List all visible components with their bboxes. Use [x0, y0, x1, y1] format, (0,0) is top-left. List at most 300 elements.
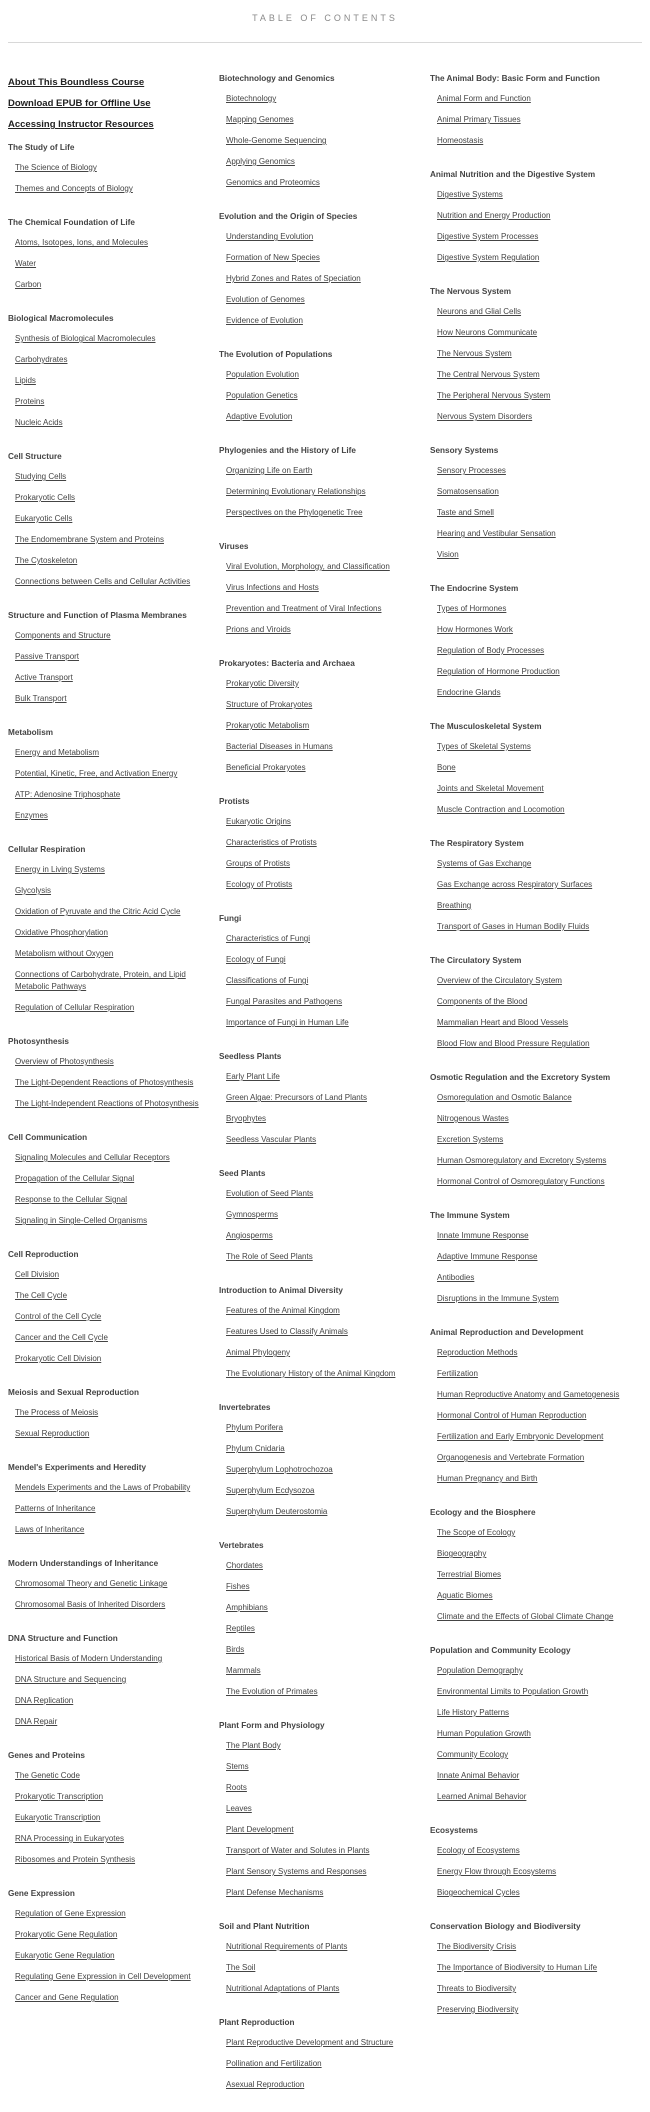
section-link[interactable]: Stems [226, 1762, 249, 1771]
section-link[interactable]: DNA Repair [15, 1717, 58, 1726]
section-link[interactable]: Prokaryotic Metabolism [226, 721, 310, 730]
section-link[interactable]: Components of the Blood [437, 997, 528, 1006]
section-link[interactable]: Biogeochemical Cycles [437, 1888, 520, 1897]
section-link[interactable]: How Neurons Communicate [437, 328, 538, 337]
section-link[interactable]: Endocrine Glands [437, 688, 501, 697]
chapter-block [8, 1887, 220, 2013]
section-link[interactable]: Overview of Photosynthesis [15, 1057, 114, 1066]
section-link[interactable]: Phylum Cnidaria [226, 1444, 285, 1453]
section-link[interactable]: Evolution of Seed Plants [226, 1189, 314, 1198]
section-link[interactable]: Features Used to Classify Animals [226, 1327, 348, 1336]
section-link[interactable]: Virus Infections and Hosts [226, 583, 319, 592]
section-link[interactable]: Population Genetics [226, 391, 298, 400]
section-link[interactable]: Aquatic Biomes [437, 1591, 493, 1600]
section-link[interactable]: Phylum Porifera [226, 1423, 283, 1432]
section-link[interactable]: Hormonal Control of Osmoregulatory Functions [437, 1177, 605, 1186]
chapter-title: Vertebrates [219, 1541, 264, 1550]
section-link[interactable]: Eukaryotic Cells [15, 514, 73, 523]
section-link[interactable]: Energy and Metabolism [15, 748, 100, 757]
section-link[interactable]: Overview of the Circulatory System [437, 976, 562, 985]
section-link[interactable]: Atoms, Isotopes, Ions, and Molecules [15, 238, 148, 247]
section-link[interactable]: Breathing [437, 901, 472, 910]
chapter-title: Introduction to Animal Diversity [219, 1286, 343, 1295]
chapter-block [219, 1401, 431, 1527]
section-link[interactable]: Fungal Parasites and Pathogens [226, 997, 343, 1006]
section-link[interactable]: Early Plant Life [226, 1072, 280, 1081]
section-link[interactable]: Beneficial Prokaryotes [226, 763, 306, 772]
section-link[interactable]: Features of the Animal Kingdom [226, 1306, 340, 1315]
section-link[interactable]: Angiosperms [226, 1231, 273, 1240]
section-link[interactable]: Environmental Limits to Population Growth [437, 1687, 589, 1696]
section-link[interactable]: Themes and Concepts of Biology [15, 184, 133, 193]
section-link[interactable]: Human Pregnancy and Birth [437, 1474, 538, 1483]
section-link[interactable]: Viral Evolution, Morphology, and Classification [226, 562, 390, 571]
section-link[interactable]: Carbon [15, 280, 42, 289]
section-link[interactable]: How Hormones Work [437, 625, 513, 634]
section-link[interactable]: DNA Structure and Sequencing [15, 1675, 127, 1684]
section-link[interactable]: Plant Development [226, 1825, 294, 1834]
section-link[interactable]: Innate Immune Response [437, 1231, 529, 1240]
section-link[interactable]: Population Demography [437, 1666, 523, 1675]
section-link[interactable]: Types of Skeletal Systems [437, 742, 531, 751]
chapter-block [430, 1209, 642, 1314]
section-link[interactable]: Connections between Cells and Cellular Activities [15, 577, 191, 586]
chapter-block [8, 1035, 220, 1119]
section-link[interactable]: Prokaryotic Transcription [15, 1792, 104, 1801]
section-link[interactable]: The Importance of Biodiversity to Human Life [437, 1963, 598, 1972]
chapter-block [430, 1326, 642, 1494]
section-link[interactable]: Osmoregulation and Osmotic Balance [437, 1093, 572, 1102]
section-link[interactable]: Structure of Prokaryotes [226, 700, 313, 709]
chapter-list [219, 72, 431, 2100]
section-link[interactable]: Proteins [15, 397, 45, 406]
chapter-block [219, 348, 431, 432]
section-link[interactable]: Taste and Smell [437, 508, 494, 517]
section-link[interactable]: Sexual Reproduction [15, 1429, 90, 1438]
chapter-title: Seedless Plants [219, 1052, 282, 1061]
section-link[interactable]: The Cytoskeleton [15, 556, 78, 565]
section-link[interactable]: Transport of Water and Solutes in Plants [226, 1846, 370, 1855]
section-link[interactable]: Nutrition and Energy Production [437, 211, 551, 220]
chapter-title: Prokaryotes: Bacteria and Archaea [219, 659, 355, 668]
section-link[interactable]: The Endomembrane System and Proteins [15, 535, 164, 544]
section-link[interactable]: The Plant Body [226, 1741, 281, 1750]
section-link[interactable]: Reptiles [226, 1624, 255, 1633]
chapter-block [8, 141, 220, 204]
section-link[interactable]: Threats to Biodiversity [437, 1984, 517, 1993]
section-link[interactable]: Biotechnology [226, 94, 277, 103]
section-link[interactable]: Gymnosperms [226, 1210, 279, 1219]
section-link[interactable]: Understanding Evolution [226, 232, 314, 241]
top-links [8, 72, 220, 135]
title-divider [8, 42, 642, 43]
chapter-block [8, 1749, 220, 1875]
section-link[interactable]: Excretion Systems [437, 1135, 504, 1144]
section-link[interactable]: Fertilization [437, 1369, 478, 1378]
chapter-title: The Musculoskeletal System [430, 722, 542, 731]
section-link[interactable]: The Biodiversity Crisis [437, 1942, 517, 1951]
chapter-title: Animal Nutrition and the Digestive System [430, 170, 596, 179]
section-link[interactable]: The Science of Biology [15, 163, 97, 172]
chapter-title: Phylogenies and the History of Life [219, 446, 356, 455]
chapter-block [430, 444, 642, 570]
chapter-block [430, 720, 642, 825]
section-link[interactable]: The Role of Seed Plants [226, 1252, 313, 1261]
section-link[interactable]: Characteristics of Fungi [226, 934, 311, 943]
section-link[interactable]: Prevention and Treatment of Viral Infections [226, 604, 382, 613]
section-link[interactable]: The Scope of Ecology [437, 1528, 516, 1537]
chapter-title: The Study of Life [8, 143, 75, 152]
section-link[interactable]: Lipids [15, 376, 36, 385]
chapter-block [430, 72, 642, 156]
chapter-title: Cell Communication [8, 1133, 88, 1142]
section-link[interactable]: Patterns of Inheritance [15, 1504, 96, 1513]
section-link[interactable]: Connections of Carbohydrate, Protein, and Lipid Metabolic Pathways [15, 970, 186, 991]
chapter-list [430, 72, 642, 2025]
section-link[interactable]: Human Population Growth [437, 1729, 531, 1738]
section-link[interactable]: The Evolutionary History of the Animal Kingdom [226, 1369, 396, 1378]
section-link[interactable]: Evidence of Evolution [226, 316, 303, 325]
section-link[interactable]: Seedless Vascular Plants [226, 1135, 317, 1144]
chapter-block [219, 1167, 431, 1272]
section-link[interactable]: Ecology of Fungi [226, 955, 286, 964]
section-link[interactable]: Leaves [226, 1804, 252, 1813]
section-link[interactable]: Fertilization and Early Embryonic Development [437, 1432, 604, 1441]
section-link[interactable]: Animal Primary Tissues [437, 115, 521, 124]
section-link[interactable]: Digestive System Regulation [437, 253, 540, 262]
chapter-title: Biological Macromolecules [8, 314, 114, 323]
section-link[interactable]: Signaling Molecules and Cellular Receptors [15, 1153, 170, 1162]
chapter-title: Ecosystems [430, 1826, 478, 1835]
section-link[interactable]: Glycolysis [15, 886, 52, 895]
chapter-block [430, 1824, 642, 1908]
section-link[interactable]: Chromosomal Basis of Inherited Disorders [15, 1600, 166, 1609]
section-link[interactable]: Bulk Transport [15, 694, 67, 703]
section-link[interactable]: Evolution of Genomes [226, 295, 305, 304]
chapter-title: Plant Form and Physiology [219, 1721, 325, 1730]
section-link[interactable]: Whole-Genome Sequencing [226, 136, 327, 145]
section-link[interactable]: Determining Evolutionary Relationships [226, 487, 366, 496]
section-link[interactable]: Prokaryotic Diversity [226, 679, 299, 688]
section-link[interactable]: The Genetic Code [15, 1771, 80, 1780]
chapter-block [219, 72, 431, 198]
section-link[interactable]: Regulation of Cellular Respiration [15, 1003, 135, 1012]
section-link[interactable]: Ecology of Ecosystems [437, 1846, 520, 1855]
chapter-title: Soil and Plant Nutrition [219, 1922, 310, 1931]
chapter-title: The Evolution of Populations [219, 350, 333, 359]
chapter-title: Meiosis and Sexual Reproduction [8, 1388, 140, 1397]
section-link[interactable]: Blood Flow and Blood Pressure Regulation [437, 1039, 590, 1048]
section-link[interactable]: Chromosomal Theory and Genetic Linkage [15, 1579, 168, 1588]
chapter-list [8, 141, 220, 2013]
chapter-title: Sensory Systems [430, 446, 499, 455]
section-link[interactable]: Organizing Life on Earth [226, 466, 313, 475]
section-link[interactable]: Prokaryotic Cells [15, 493, 76, 502]
chapter-title: Population and Community Ecology [430, 1646, 571, 1655]
instructor-resources-link[interactable]: Accessing Instructor Resources [8, 119, 154, 130]
section-link[interactable]: Groups of Protists [226, 859, 291, 868]
chapter-block [219, 1719, 431, 1908]
toc-column-3 [430, 72, 642, 2037]
chapter-title: Fungi [219, 914, 242, 923]
toc-column-1 [8, 72, 220, 2025]
section-link[interactable]: Adaptive Immune Response [437, 1252, 538, 1261]
chapter-title: DNA Structure and Function [8, 1634, 118, 1643]
section-link[interactable]: Hearing and Vestibular Sensation [437, 529, 556, 538]
section-link[interactable]: Nucleic Acids [15, 418, 63, 427]
section-link[interactable]: Gas Exchange across Respiratory Surfaces [437, 880, 593, 889]
section-link[interactable]: Nutritional Requirements of Plants [226, 1942, 348, 1951]
section-link[interactable]: Mammals [226, 1666, 261, 1675]
chapter-block [8, 843, 220, 1023]
section-link[interactable]: Eukaryotic Origins [226, 817, 291, 826]
chapter-title: Ecology and the Biosphere [430, 1508, 536, 1517]
chapter-title: The Animal Body: Basic Form and Function [430, 74, 600, 83]
section-link[interactable]: Chordates [226, 1561, 263, 1570]
section-link[interactable]: Eukaryotic Gene Regulation [15, 1951, 115, 1960]
chapter-title: Genes and Proteins [8, 1751, 85, 1760]
section-link[interactable]: Superphylum Ecdysozoa [226, 1486, 315, 1495]
section-link[interactable]: Birds [226, 1645, 245, 1654]
section-link[interactable]: ATP: Adenosine Triphosphate [15, 790, 121, 799]
chapter-block [219, 795, 431, 900]
chapter-block [219, 1284, 431, 1389]
chapter-block [8, 1386, 220, 1449]
section-link[interactable]: Systems of Gas Exchange [437, 859, 532, 868]
section-link[interactable]: Importance of Fungi in Human Life [226, 1018, 349, 1027]
section-link[interactable]: Classifications of Fungi [226, 976, 309, 985]
section-link[interactable]: Green Algae: Precursors of Land Plants [226, 1093, 367, 1102]
section-link[interactable]: Enzymes [15, 811, 48, 820]
section-link[interactable]: Transport of Gases in Human Bodily Fluids [437, 922, 590, 931]
section-link[interactable]: Antibodies [437, 1273, 475, 1282]
section-link[interactable]: Superphylum Lophotrochozoa [226, 1465, 333, 1474]
section-link[interactable]: Cancer and Gene Regulation [15, 1993, 119, 2002]
section-link[interactable]: Oxidative Phosphorylation [15, 928, 108, 937]
download-epub-link[interactable]: Download EPUB for Offline Use [8, 98, 151, 109]
chapter-title: The Immune System [430, 1211, 510, 1220]
section-link[interactable]: Digestive System Processes [437, 232, 539, 241]
section-link[interactable]: Reproduction Methods [437, 1348, 518, 1357]
chapter-title: Protists [219, 797, 250, 806]
chapter-block [219, 657, 431, 783]
chapter-block [8, 1632, 220, 1737]
chapter-block [8, 1461, 220, 1545]
section-link[interactable]: Types of Hormones [437, 604, 507, 613]
chapter-title: Metabolism [8, 728, 54, 737]
chapter-block [430, 837, 642, 942]
chapter-block [8, 216, 220, 300]
section-link[interactable]: Community Ecology [437, 1750, 509, 1759]
section-link[interactable]: Human Reproductive Anatomy and Gametogenesis [437, 1390, 620, 1399]
chapter-title: The Nervous System [430, 287, 511, 296]
section-link[interactable]: Potential, Kinetic, Free, and Activation Energy [15, 769, 178, 778]
section-link[interactable]: Terrestrial Biomes [437, 1570, 502, 1579]
section-link[interactable]: Control of the Cell Cycle [15, 1312, 102, 1321]
toc-column-2 [219, 72, 431, 2112]
chapter-title: Cell Structure [8, 452, 62, 461]
section-link[interactable]: Perspectives on the Phylogenetic Tree [226, 508, 363, 517]
section-link[interactable]: Preserving Biodiversity [437, 2005, 519, 2014]
section-link[interactable]: Cell Division [15, 1270, 60, 1279]
chapter-title: Cellular Respiration [8, 845, 86, 854]
section-link[interactable]: Plant Reproductive Development and Structure [226, 2038, 394, 2047]
chapter-block [430, 285, 642, 432]
section-link[interactable]: Pollination and Fertilization [226, 2059, 322, 2068]
section-link[interactable]: Studying Cells [15, 472, 67, 481]
chapter-block [219, 1050, 431, 1155]
chapter-title: Osmotic Regulation and the Excretory System [430, 1073, 611, 1082]
section-link[interactable]: Regulating Gene Expression in Cell Development [15, 1972, 191, 1981]
section-link[interactable]: Sensory Processes [437, 466, 506, 475]
section-link[interactable]: Mendels Experiments and the Laws of Probability [15, 1483, 191, 1492]
section-link[interactable]: The Light-Dependent Reactions of Photosynthesis [15, 1078, 194, 1087]
section-link[interactable]: Regulation of Gene Expression [15, 1909, 126, 1918]
section-link[interactable]: Active Transport [15, 673, 73, 682]
section-link[interactable]: Water [15, 259, 37, 268]
section-link[interactable]: Energy in Living Systems [15, 865, 105, 874]
chapter-block [8, 726, 220, 831]
section-link[interactable]: Oxidation of Pyruvate and the Citric Acid Cycle [15, 907, 181, 916]
section-link[interactable]: Hormonal Control of Human Reproduction [437, 1411, 587, 1420]
section-link[interactable]: Nervous System Disorders [437, 412, 533, 421]
section-link[interactable]: Life History Patterns [437, 1708, 510, 1717]
section-link[interactable]: Bryophytes [226, 1114, 267, 1123]
chapter-title: The Circulatory System [430, 956, 522, 965]
chapter-title: Photosynthesis [8, 1037, 69, 1046]
section-link[interactable]: Fishes [226, 1582, 250, 1591]
section-link[interactable]: The Light-Independent Reactions of Photosynthesis [15, 1099, 199, 1108]
section-link[interactable]: Genomics and Proteomics [226, 178, 320, 187]
section-link[interactable]: The Soil [226, 1963, 256, 1972]
chapter-title: Invertebrates [219, 1403, 271, 1412]
section-link[interactable]: Bacterial Diseases in Humans [226, 742, 333, 751]
page-title: TABLE OF CONTENTS [252, 13, 398, 23]
section-link[interactable]: Somatosensation [437, 487, 499, 496]
about-course-link[interactable]: About This Boundless Course [8, 77, 145, 88]
chapter-block [8, 609, 220, 714]
section-link[interactable]: Regulation of Body Processes [437, 646, 545, 655]
section-link[interactable]: Ecology of Protists [226, 880, 293, 889]
chapter-block [8, 1248, 220, 1374]
section-link[interactable]: Prokaryotic Gene Regulation [15, 1930, 118, 1939]
chapter-block [430, 1071, 642, 1197]
chapter-title: Seed Plants [219, 1169, 266, 1178]
section-link[interactable]: Propagation of the Cellular Signal [15, 1174, 135, 1183]
section-link[interactable]: Digestive Systems [437, 190, 503, 199]
section-link[interactable]: Mammalian Heart and Blood Vessels [437, 1018, 569, 1027]
section-link[interactable]: RNA Processing in Eukaryotes [15, 1834, 124, 1843]
chapter-title: Animal Reproduction and Development [430, 1328, 584, 1337]
section-link[interactable]: Formation of New Species [226, 253, 320, 262]
section-link[interactable]: Hybrid Zones and Rates of Speciation [226, 274, 361, 283]
section-link[interactable]: Metabolism without Oxygen [15, 949, 114, 958]
section-link[interactable]: Human Osmoregulatory and Excretory Systems [437, 1156, 607, 1165]
section-link[interactable]: Plant Sensory Systems and Responses [226, 1867, 367, 1876]
section-link[interactable]: Passive Transport [15, 652, 80, 661]
section-link[interactable]: The Nervous System [437, 349, 512, 358]
chapter-title: The Respiratory System [430, 839, 524, 848]
section-link[interactable]: Energy Flow through Ecosystems [437, 1867, 557, 1876]
section-link[interactable]: The Process of Meiosis [15, 1408, 99, 1417]
chapter-block [430, 168, 642, 273]
section-link[interactable]: Neurons and Glial Cells [437, 307, 522, 316]
section-link[interactable]: Amphibians [226, 1603, 268, 1612]
section-link[interactable]: Mapping Genomes [226, 115, 294, 124]
section-link[interactable]: Climate and the Effects of Global Climate Change [437, 1612, 614, 1621]
section-link[interactable]: Historical Basis of Modern Understanding [15, 1654, 163, 1663]
section-link[interactable]: Prokaryotic Cell Division [15, 1354, 102, 1363]
section-link[interactable]: Adaptive Evolution [226, 412, 293, 421]
chapter-title: Modern Understandings of Inheritance [8, 1559, 159, 1568]
section-link[interactable]: Ribosomes and Protein Synthesis [15, 1855, 136, 1864]
chapter-block [430, 1506, 642, 1632]
section-link[interactable]: Synthesis of Biological Macromolecules [15, 334, 156, 343]
section-link[interactable]: Plant Defense Mechanisms [226, 1888, 324, 1897]
chapter-block [430, 954, 642, 1059]
chapter-title: Biotechnology and Genomics [219, 74, 335, 83]
section-link[interactable]: Organogenesis and Vertebrate Formation [437, 1453, 585, 1462]
section-link[interactable]: Disruptions in the Immune System [437, 1294, 559, 1303]
section-link[interactable]: Carbohydrates [15, 355, 68, 364]
section-link[interactable]: The Peripheral Nervous System [437, 391, 551, 400]
chapter-block [219, 2016, 431, 2100]
section-link[interactable]: Biogeography [437, 1549, 487, 1558]
section-link[interactable]: The Central Nervous System [437, 370, 540, 379]
section-link[interactable]: Laws of Inheritance [15, 1525, 85, 1534]
section-link[interactable]: Regulation of Hormone Production [437, 667, 560, 676]
section-link[interactable]: DNA Replication [15, 1696, 74, 1705]
section-link[interactable]: Asexual Reproduction [226, 2080, 305, 2089]
section-link[interactable]: Prions and Viroids [226, 625, 291, 634]
chapter-title: Conservation Biology and Biodiversity [430, 1922, 581, 1931]
chapter-block [219, 1920, 431, 2004]
section-link[interactable]: The Evolution of Primates [226, 1687, 318, 1696]
section-link[interactable]: Innate Animal Behavior [437, 1771, 520, 1780]
section-link[interactable]: Joints and Skeletal Movement [437, 784, 544, 793]
section-link[interactable]: Muscle Contraction and Locomotion [437, 805, 565, 814]
section-link[interactable]: Animal Phylogeny [226, 1348, 291, 1357]
chapter-title: Structure and Function of Plasma Membranes [8, 611, 187, 620]
section-link[interactable]: Bone [437, 763, 456, 772]
section-link[interactable]: Components and Structure [15, 631, 111, 640]
section-link[interactable]: Response to the Cellular Signal [15, 1195, 128, 1204]
section-link[interactable]: Population Evolution [226, 370, 299, 379]
section-link[interactable]: Learned Animal Behavior [437, 1792, 527, 1801]
chapter-block [8, 1557, 220, 1620]
section-link[interactable]: Signaling in Single-Celled Organisms [15, 1216, 148, 1225]
section-link[interactable]: Cancer and the Cell Cycle [15, 1333, 108, 1342]
chapter-block [430, 1920, 642, 2025]
section-link[interactable]: Superphylum Deuterostomia [226, 1507, 328, 1516]
section-link[interactable]: Characteristics of Protists [226, 838, 317, 847]
chapter-title: The Chemical Foundation of Life [8, 218, 135, 227]
section-link[interactable]: The Cell Cycle [15, 1291, 68, 1300]
section-link[interactable]: Homeostasis [437, 136, 484, 145]
chapter-title: Viruses [219, 542, 249, 551]
section-link[interactable]: Roots [226, 1783, 247, 1792]
section-link[interactable]: Nutritional Adaptations of Plants [226, 1984, 340, 1993]
section-link[interactable]: Nitrogenous Wastes [437, 1114, 509, 1123]
section-link[interactable]: Eukaryotic Transcription [15, 1813, 101, 1822]
section-link[interactable]: Vision [437, 550, 459, 559]
chapter-title: Plant Reproduction [219, 2018, 295, 2027]
chapter-block [8, 312, 220, 438]
chapter-block [430, 1644, 642, 1812]
chapter-block [8, 450, 220, 597]
section-link[interactable]: Animal Form and Function [437, 94, 531, 103]
section-link[interactable]: Applying Genomics [226, 157, 295, 166]
